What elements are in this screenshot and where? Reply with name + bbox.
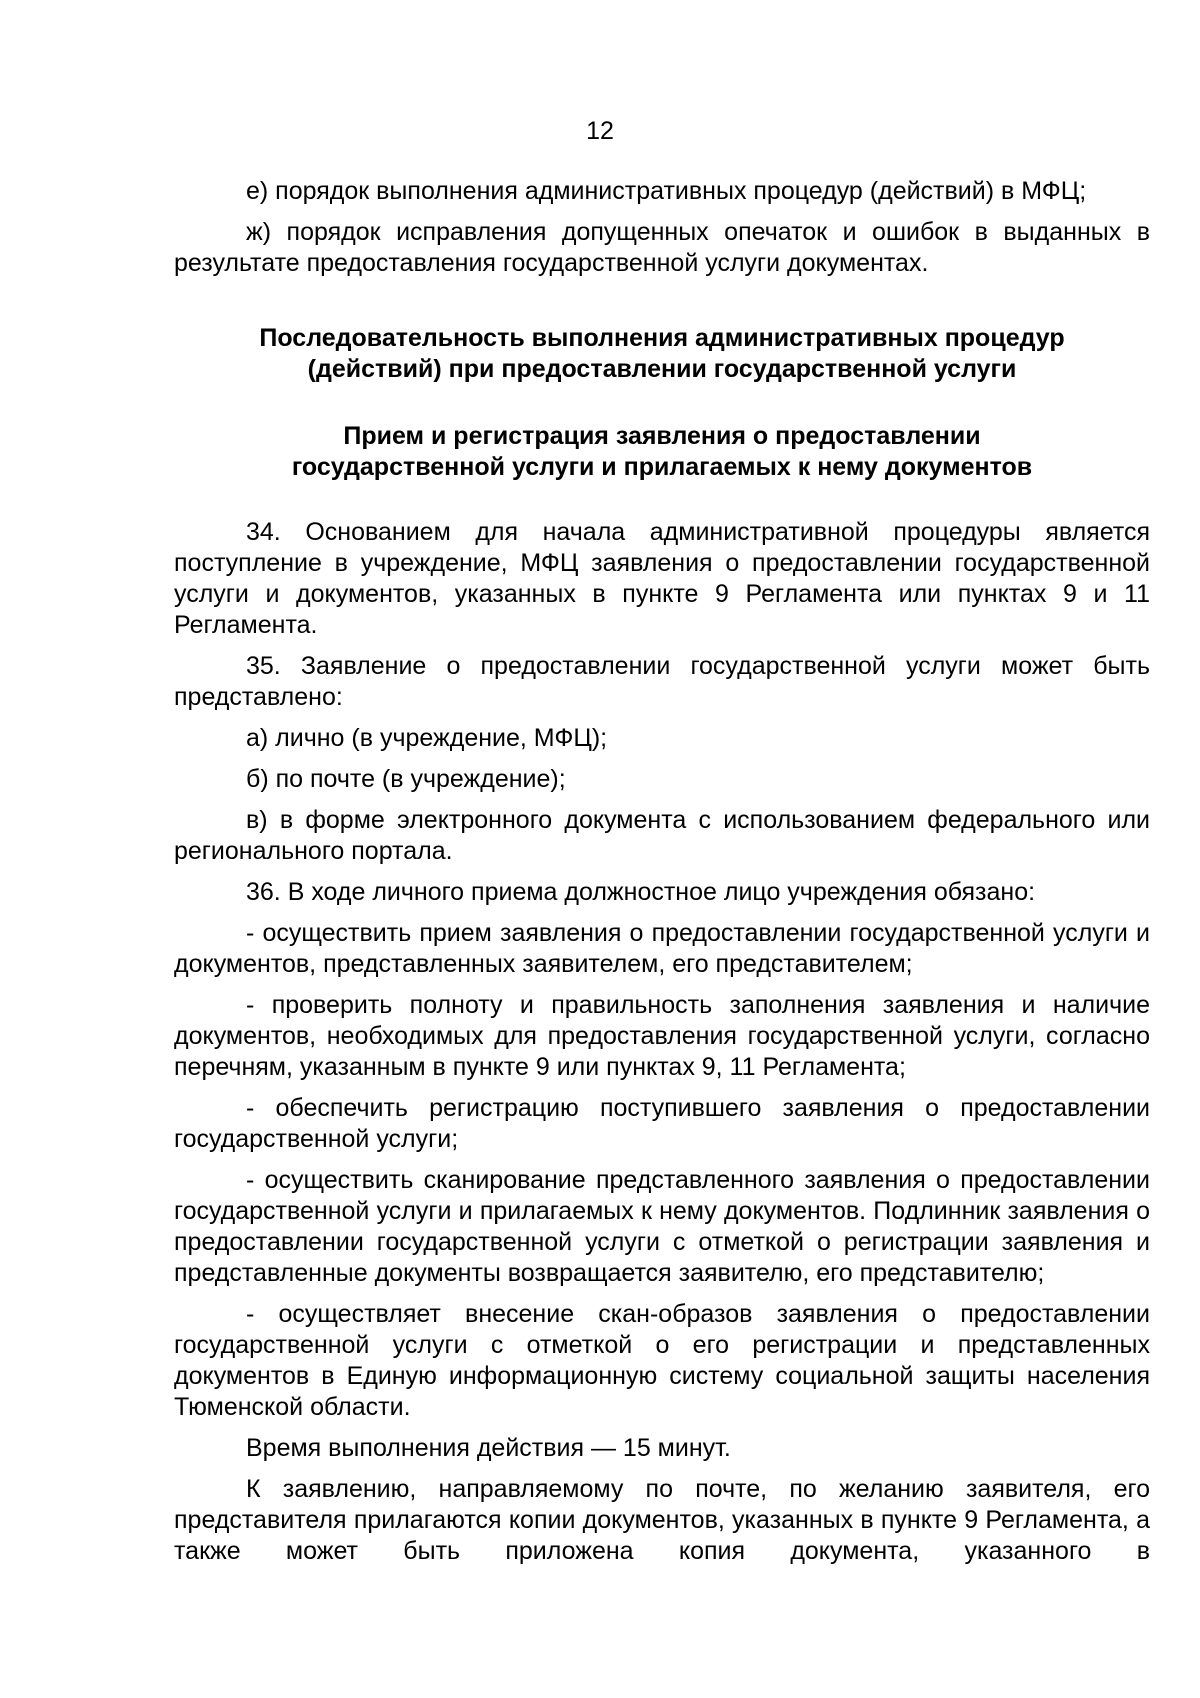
paragraph-36: 36. В ходе личного приема должностное лицо учреждения обязано:: [246, 878, 1036, 906]
page-number: 12: [586, 117, 614, 145]
section-heading-line-1: Последовательность выполнения административных процедур: [259, 324, 1065, 352]
subsection-heading: [174, 421, 1150, 483]
list-item-v: в) в форме электронного документа с использованием федерального или регионального портала.: [174, 806, 1150, 865]
list-item-zh: ж) порядок исправления допущенных опечаток и ошибок в выданных в результате предоставления государственной услуги документах.: [174, 218, 1150, 277]
list-item-b: б) по почте (в учреждение);: [246, 765, 566, 793]
duty-item-1: - осуществить прием заявления о предоставлении государственной услуги и документов, представленных заявителем, его представителем;: [174, 919, 1150, 978]
duty-item-5: - осуществляет внесение скан-образов заявления о предоставлении государственной услуги с отметкой о его регистрации и представленных документов в Единую информационную систему социальной защиты населения Тюменской области.: [174, 1300, 1150, 1421]
paragraph-34: 34. Основанием для начала административной процедуры является поступление в учреждение, МФЦ заявления о предоставлении государственной услуги и документов, указанных в пункте 9 Регламента или пунктах 9 и 11 Регламента.: [174, 518, 1150, 639]
duty-item-4: - осуществить сканирование представленного заявления о предоставлении государственной услуги и прилагаемых к нему документов. Подлинник заявления о предоставлении государственной услуги с отметкой о регистрации заявления и представленные документы возвращается заявителю, его представителю;: [174, 1166, 1150, 1287]
subsection-heading-line-2: государственной услуги и прилагаемых к нему документов: [291, 453, 1033, 481]
postal-paragraph: К заявлению, направляемому по почте, по желанию заявителя, его представителя прилагаются копии документов, указанных в пункте 9 Регламента, а также может быть приложена копия документа, указанного в: [174, 1475, 1150, 1565]
duty-item-3: - обеспечить регистрацию поступившего заявления о предоставлении государственной услуги;: [174, 1094, 1150, 1153]
section-heading-line-2: (действий) при предоставлении государственной услуги: [307, 355, 1017, 383]
section-heading: [174, 323, 1150, 385]
execution-time: Время выполнения действия — 15 минут.: [246, 1434, 731, 1462]
list-item-e: е) порядок выполнения административных процедур (действий) в МФЦ;: [246, 177, 1087, 205]
document-body: [174, 176, 1150, 1577]
subsection-heading-line-1: Прием и регистрация заявления о предоставлении: [343, 422, 981, 450]
duty-item-2: - проверить полноту и правильность заполнения заявления и наличие документов, необходимых для предоставления государственной услуги, согласно перечням, указанным в пункте 9 или пунктах 9, 11 Регламента;: [174, 991, 1150, 1081]
list-item-a: а) лично (в учреждение, МФЦ);: [246, 724, 608, 752]
paragraph-35: 35. Заявление о предоставлении государственной услуги может быть представлено:: [174, 652, 1150, 711]
